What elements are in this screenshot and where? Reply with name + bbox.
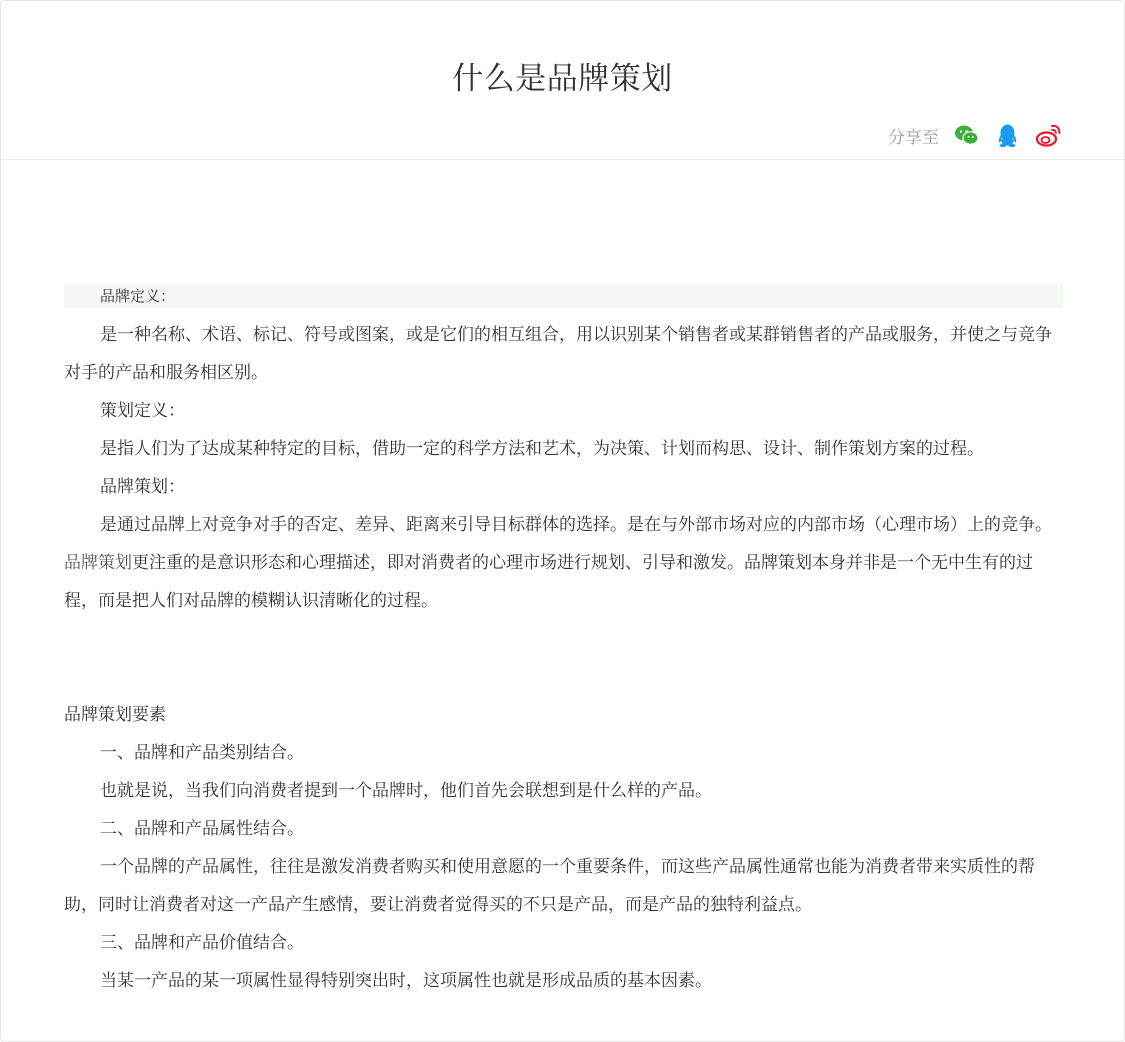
qq-icon[interactable] (994, 122, 1021, 149)
share-label: 分享至 (888, 128, 939, 148)
brand-plan-text-1: 是通过品牌上对竞争对手的否定、差异、距离来引导目标群体的选择。是在与外部市场对应的内部市场（心理市场）上的竞争。 (100, 515, 1052, 535)
wechat-icon[interactable] (953, 122, 980, 149)
brand-plan-text-2: 更注重的是意识形态和心理描述，即对消费者的心理市场进行规划、引导和激发。品牌策划本身并非是一个无中生有的过程，而是把人们对品牌的模糊认识清晰化的过程。 (64, 553, 1033, 611)
item-3-text: 当某一产品的某一项属性显得特别突出时，这项属性也就是形成品质的基本因素。 (100, 971, 712, 991)
item-3-title: 三、品牌和产品价值结合。 (100, 933, 304, 953)
item-1-text: 也就是说，当我们向消费者提到一个品牌时，他们首先会联想到是什么样的产品。 (100, 781, 712, 801)
plan-definition-label: 策划定义： (100, 401, 185, 421)
spacer (64, 620, 1063, 696)
brand-plan-link[interactable]: 品牌策划 (64, 553, 132, 573)
brand-definition-text: 是一种名称、术语、标记、符号或图案，或是它们的相互组合，用以识别某个销售者或某群销售者的产品或服务，并使之与竞争对手的产品和服务相区别。 (64, 325, 1052, 383)
article-title: 什么是品牌策划 (452, 61, 673, 97)
item-2-text: 一个品牌的产品属性，往往是激发消费者购买和使用意愿的一个重要条件，而这些产品属性通常也能为消费者带来实质性的帮助，同时让消费者对这一产品产生感情，要让消费者觉得买的不只是产品，而是产品的独特利益点。 (64, 857, 1035, 915)
brand-plan-label: 品牌策划： (100, 477, 185, 497)
article-header (1, 1, 1124, 160)
share-bar (888, 122, 1062, 149)
brand-definition-label: 品牌定义： (64, 285, 1063, 308)
brand-plan-paragraph (64, 506, 1063, 620)
item-2-title: 二、品牌和产品属性结合。 (100, 819, 304, 839)
elements-title: 品牌策划要素 (64, 705, 166, 725)
article-body (64, 285, 1063, 1000)
plan-definition-text: 是指人们为了达成某种特定的目标，借助一定的科学方法和艺术，为决策、计划而构思、设计、制作策划方案的过程。 (100, 439, 984, 459)
weibo-icon[interactable] (1035, 122, 1062, 149)
item-1-title: 一、品牌和产品类别结合。 (100, 743, 304, 763)
